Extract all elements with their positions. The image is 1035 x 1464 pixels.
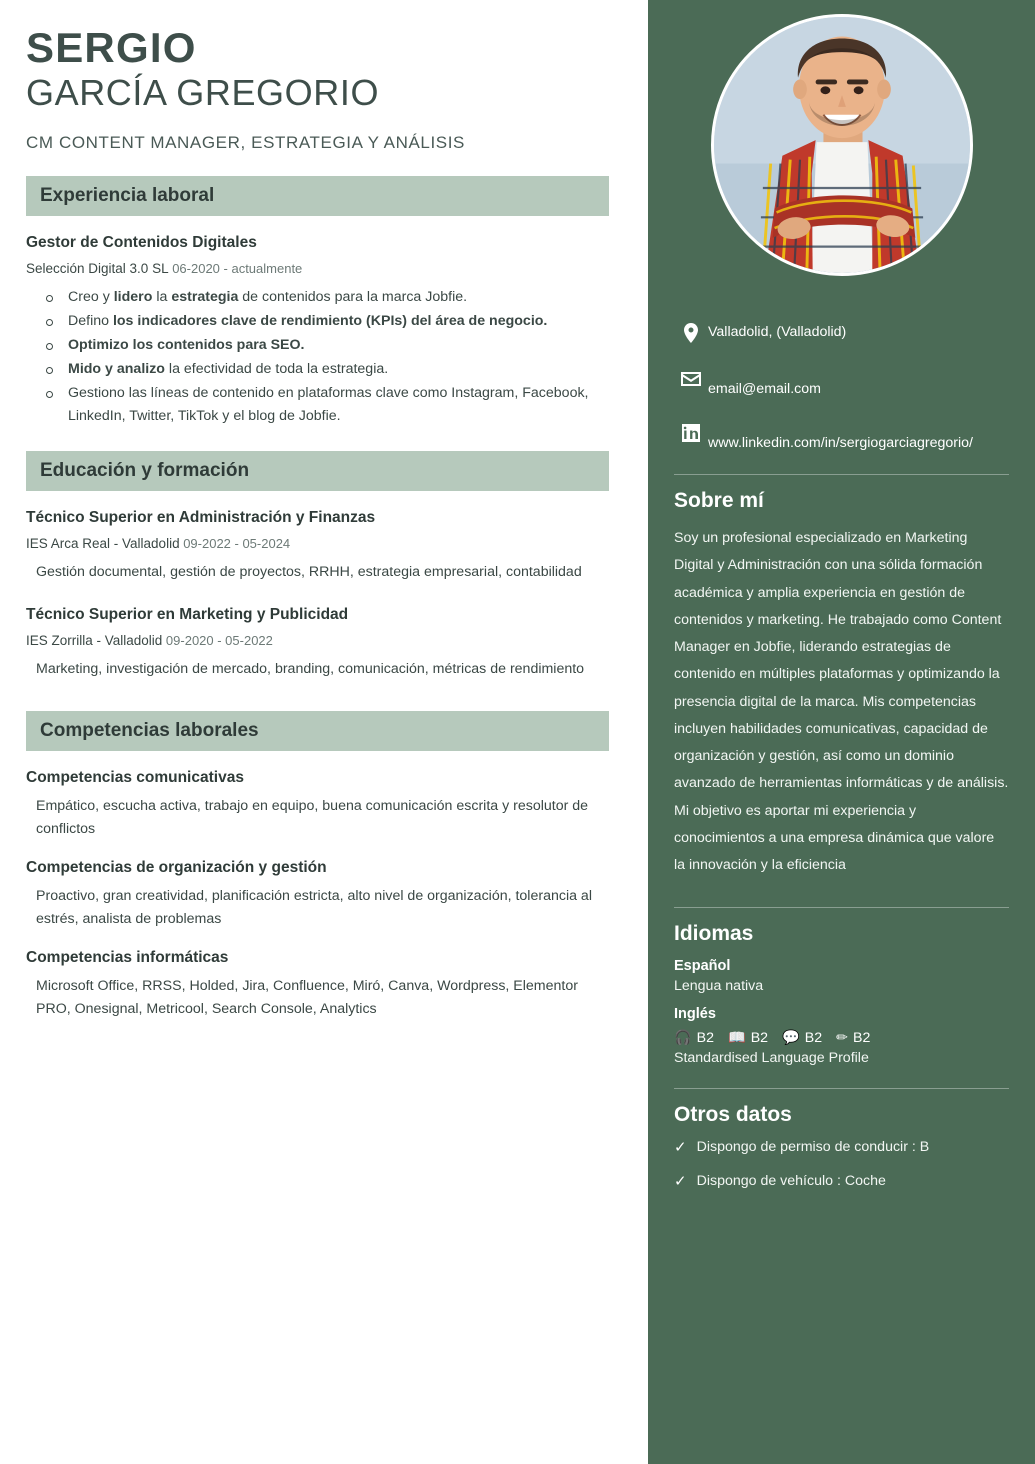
language-skill-value: B2 [750,1030,769,1047]
contact-value: www.linkedin.com/in/sergiogarciagregorio/ [708,435,973,451]
contact-row [674,366,1009,400]
language-skill-levels [674,1030,1009,1046]
contact-list [674,320,1009,454]
section-header-skills [26,711,609,751]
experience-bullet [44,358,608,381]
education-item-description: Gestión documental, gestión de proyectos, RRHH, estrategia empresarial, contabilidad [36,564,582,581]
education-item-dates: 09-2020 - 05-2022 [162,633,273,649]
profile-photo-illustration [714,17,970,273]
skill-group-description: Microsoft Office, RRSS, Holded, Jira, Confluence, Miró, Canva, Wordpress, Elementor PRO, Onesignal, Metricool, Search Console, Analytics [36,978,578,1018]
check-icon: ✓ [674,1173,687,1191]
speech-bubble-icon: 💬 [782,1030,800,1047]
avatar [711,14,973,276]
education-list [26,509,608,681]
school-name: IES Zorrilla - Valladolid [26,633,163,649]
bullet-emphasis: Mido y analizo [68,361,165,378]
other-data-list [674,1139,1009,1191]
language-name: Español [674,958,731,975]
education-item-title: Técnico Superior en Administración y Finanzas [26,509,376,527]
education-item-title: Técnico Superior en Marketing y Publicidad [26,606,349,624]
education-item [26,606,608,681]
contact-row[interactable] [674,420,1009,454]
school-name: IES Arca Real - Valladolid [26,536,180,552]
experience-item-company [26,261,608,276]
section-title-education: Educación y formación [40,460,250,482]
bullet-text: la efectividad de toda la estrategia. [164,361,389,378]
education-item-dates: 09-2022 - 05-2024 [179,536,291,552]
education-item-school [26,536,608,551]
bullet-text: la [152,289,172,306]
envelope-icon [674,366,708,391]
language-name: Inglés [674,1006,716,1023]
language-skill [674,1030,714,1046]
sidebar-divider-2 [674,907,1009,908]
language-level: Lengua nativa [674,978,764,995]
contact-value: email@email.com [708,381,821,397]
contact-value: Valladolid, (Valladolid) [708,324,847,340]
bullet-text: Creo y [68,289,114,306]
skill-group-description: Proactivo, gran creatividad, planificación estricta, alto nivel de organización, tolerancia al estrés, analista de problemas [36,888,592,928]
skill-group-title: Competencias informáticas [26,949,229,967]
experience-item [26,234,608,428]
bullet-text: Gestiono las líneas de contenido en plataformas clave como Instagram, Facebook, LinkedIn, Twitter, TikTok y el blog de Jobfie. [68,385,589,425]
pencil-icon: ✏ [836,1030,848,1047]
languages-list [674,958,1009,1066]
skills-list [26,769,608,1021]
experience-bullet [44,310,608,333]
language-skill [728,1030,768,1046]
languages-title: Idiomas [674,922,754,946]
skill-group-title: Competencias comunicativas [26,769,244,787]
education-item-school [26,633,608,648]
other-data-title: Otros datos [674,1103,792,1127]
experience-item-dates: 06-2020 - actualmente [168,261,303,277]
experience-bullet [44,286,608,309]
open-book-icon: 📖 [728,1030,746,1047]
language-skill-value: B2 [696,1030,715,1047]
other-data-item [674,1173,1009,1191]
bullet-text: Defino [68,313,113,330]
education-item-description: Marketing, investigación de mercado, branding, comunicación, métricas de rendimiento [36,661,585,678]
about-title: Sobre mí [674,489,764,512]
check-icon: ✓ [674,1139,687,1157]
experience-item-title: Gestor de Contenidos Digitales [26,234,257,252]
experience-bullet-list [44,286,608,428]
cv-sidebar [648,0,1035,1464]
contact-row [674,320,1009,346]
section-header-education [26,451,609,491]
other-data-item [674,1139,1009,1157]
sidebar-divider-1 [674,474,1009,475]
about-text: Soy un profesional especializado en Marketing Digital y Administración con una sólida formación académica y amplia experiencia en gestión de contenidos y marketing. He trabajado como Content Manager en Jobfie, liderando estrategias de contenido en múltiples plataformas y optimizando la presencia digital de la marca. Mis competencias incluyen habilidades comunicativas, capacidad de organización y gestión, así como un dominio avanzado de herramientas informáticas y de análisis. Mi objetivo es aportar mi experiencia y conocimientos a una empresa dinámica que valore la innovación y la eficiencia [674,530,1009,874]
language-level: Standardised Language Profile [674,1050,869,1067]
bullet-emphasis: Optimizo los contenidos para SEO. [68,337,305,354]
sidebar-divider-3 [674,1088,1009,1089]
bullet-emphasis: estrategia [171,289,239,306]
job-title: CM CONTENT MANAGER, ESTRATEGIA Y ANÁLISIS [26,133,465,153]
language-skill [836,1030,870,1046]
last-name: GARCÍA GREGORIO [26,72,380,114]
location-pin-icon [674,320,708,345]
experience-bullet [44,334,608,357]
language-skill-value: B2 [804,1030,823,1047]
experience-list [26,234,608,428]
education-item [26,509,608,584]
linkedin-icon [674,420,708,445]
other-data-text: Dispongo de permiso de conducir : B [696,1139,930,1156]
bullet-emphasis: los indicadores clave de rendimiento (KPIs) del área de negocio. [112,313,548,330]
skill-group-description: Empático, escucha activa, trabajo en equipo, buena comunicación escrita y resolutor de conflictos [36,798,589,838]
language-skill [782,1030,822,1046]
section-header-experience [26,176,609,216]
language-skill-value: B2 [852,1030,871,1047]
company-name: Selección Digital 3.0 SL [26,261,169,277]
other-data-text: Dispongo de vehículo : Coche [696,1173,886,1190]
first-name: SERGIO [26,24,197,71]
skill-group-title: Competencias de organización y gestión [26,859,327,877]
bullet-emphasis: lidero [113,289,153,306]
section-title-skills: Competencias laborales [40,720,259,742]
section-title-experience: Experiencia laboral [40,185,215,207]
headphones-icon: 🎧 [674,1030,692,1047]
bullet-text: de contenidos para la marca Jobfie. [238,289,468,306]
experience-bullet [44,382,608,428]
